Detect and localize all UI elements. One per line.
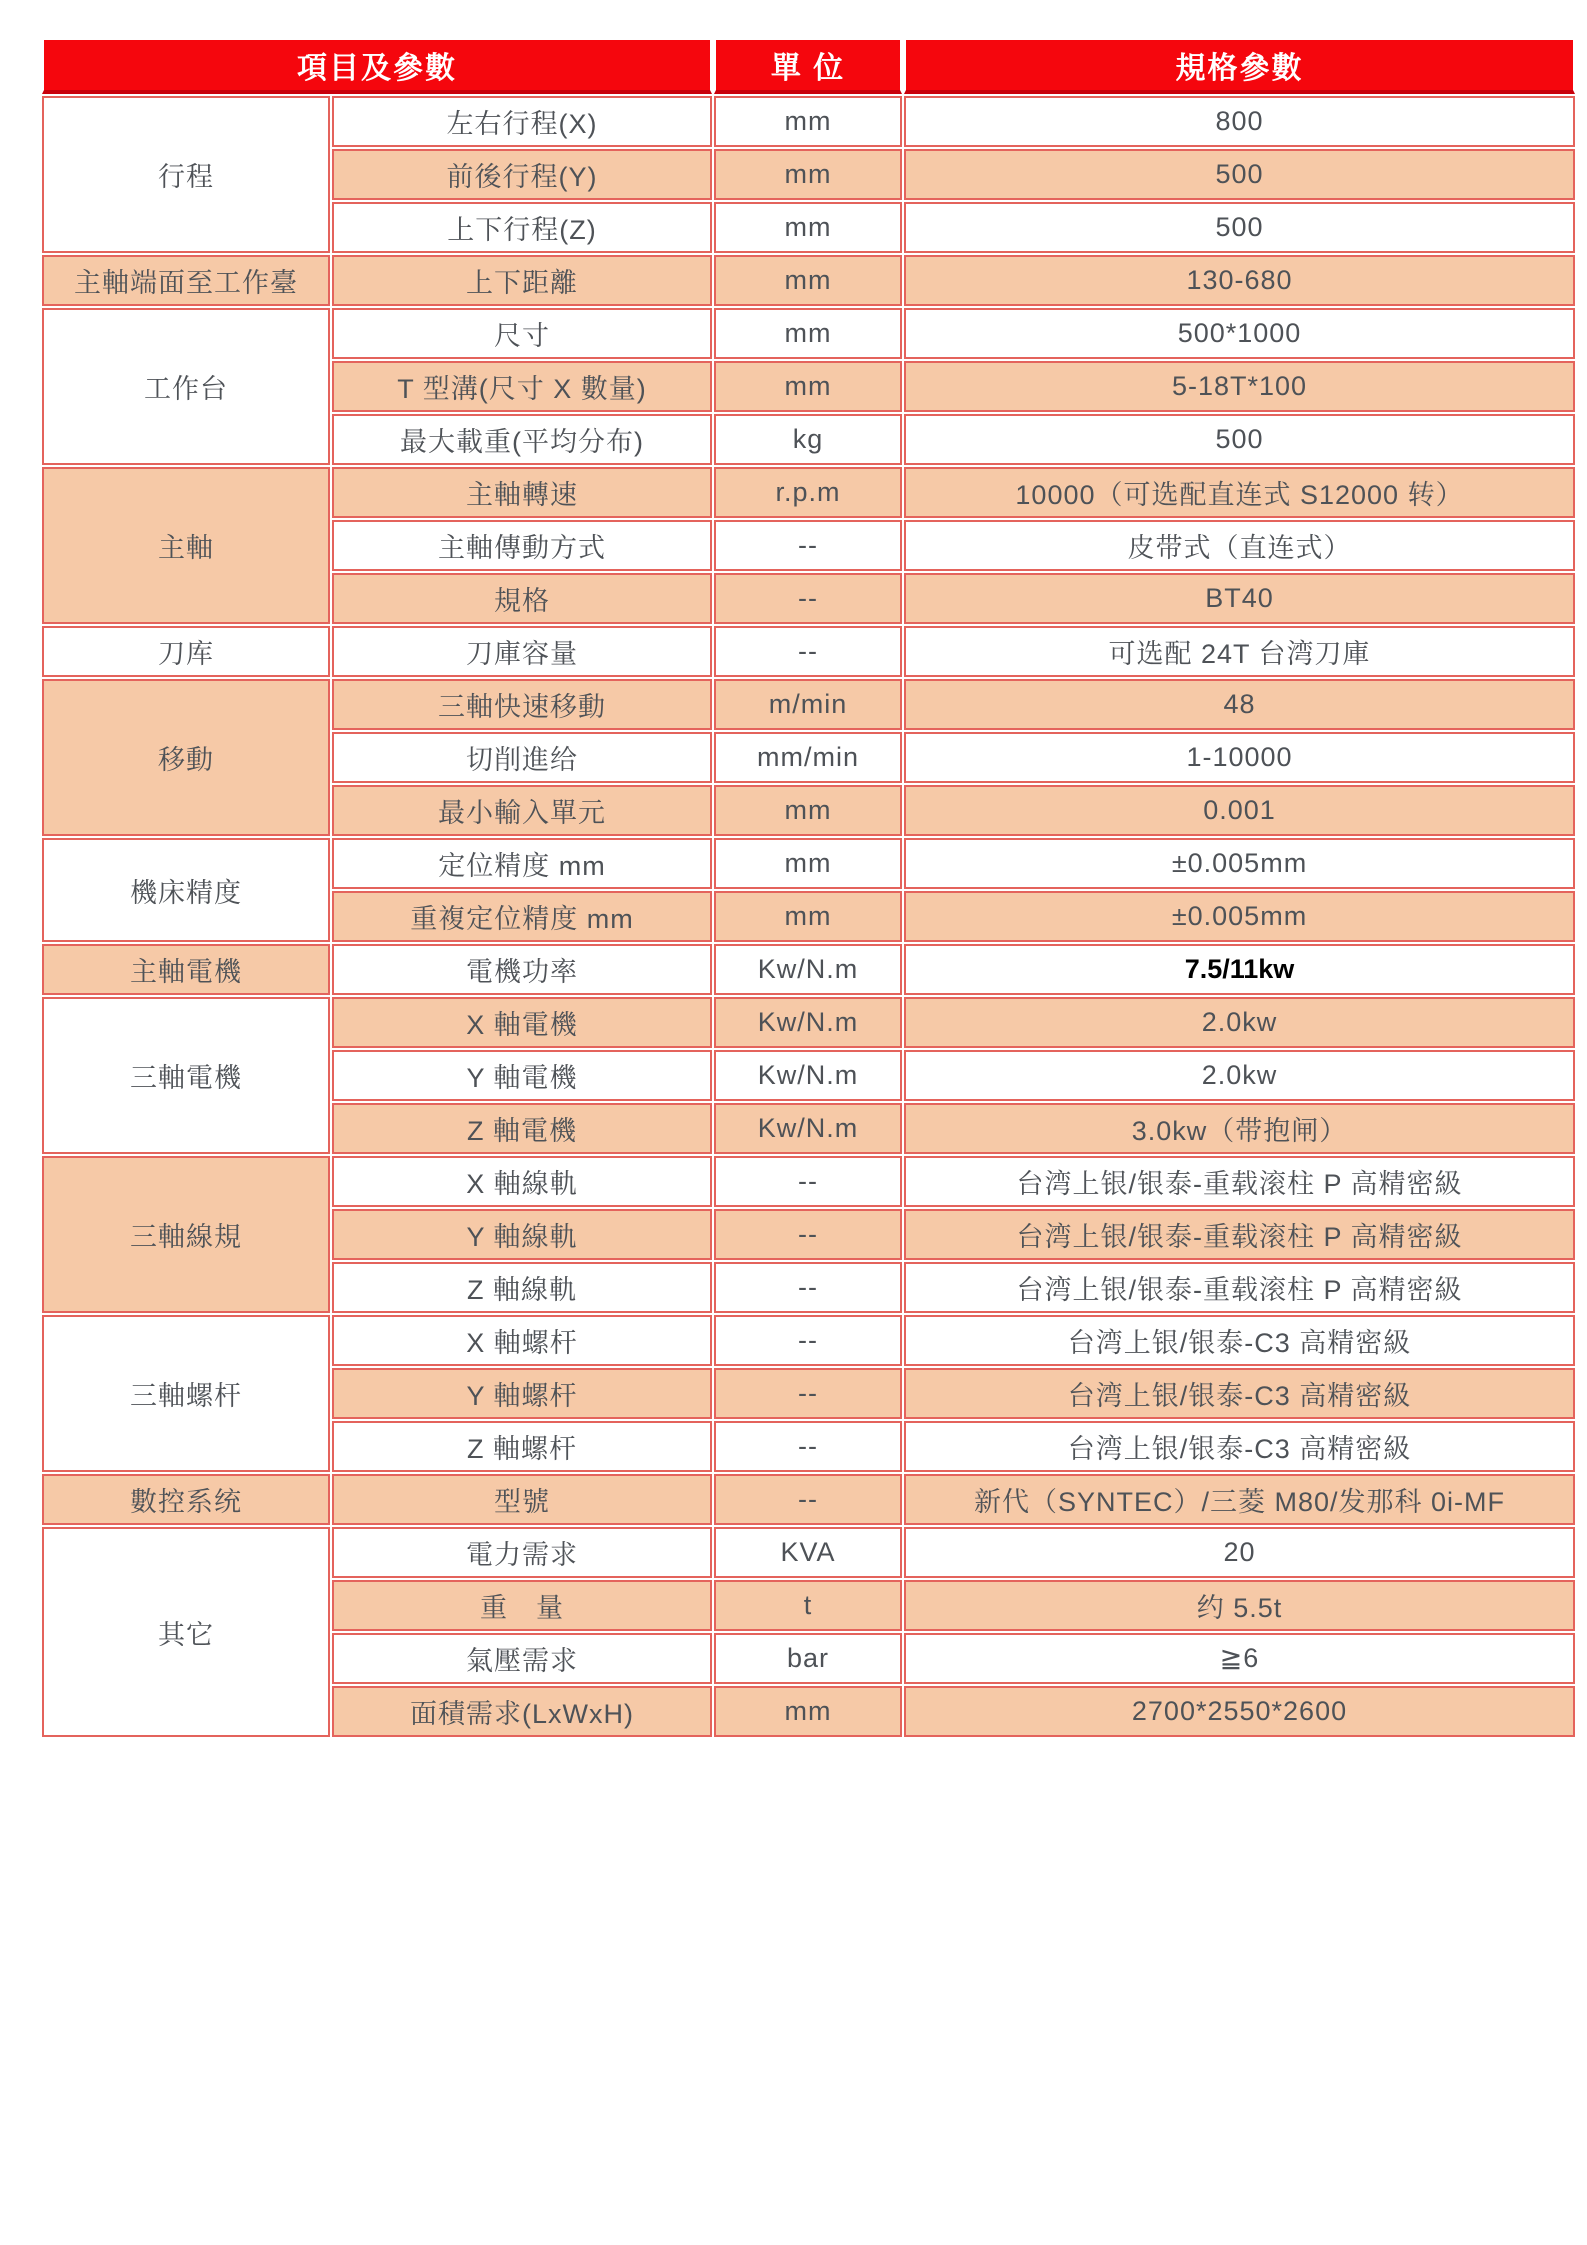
unit-cell: r.p.m <box>714 467 902 518</box>
item-cell: T 型溝(尺寸 X 數量) <box>332 361 712 412</box>
value-cell: 2.0kw <box>904 1050 1575 1101</box>
item-cell: 上下距離 <box>332 255 712 306</box>
value-cell: 台湾上银/银泰-重载滚柱 P 高精密級 <box>904 1156 1575 1207</box>
header-item-params: 項目及參數 <box>42 38 712 94</box>
category-cell: 刀库 <box>42 626 330 677</box>
item-cell: 型號 <box>332 1474 712 1525</box>
table-row <box>42 1474 1575 1525</box>
table-row <box>42 679 1575 730</box>
unit-cell: -- <box>714 1474 902 1525</box>
item-cell: X 軸螺杆 <box>332 1315 712 1366</box>
value-cell: 500 <box>904 414 1575 465</box>
item-cell: 尺寸 <box>332 308 712 359</box>
unit-cell: mm <box>714 308 902 359</box>
value-cell: BT40 <box>904 573 1575 624</box>
item-cell: 規格 <box>332 573 712 624</box>
table-row <box>42 944 1575 995</box>
table-row <box>42 1156 1575 1207</box>
unit-cell: -- <box>714 1315 902 1366</box>
category-cell: 機床精度 <box>42 838 330 942</box>
unit-cell: t <box>714 1580 902 1631</box>
value-cell: 5-18T*100 <box>904 361 1575 412</box>
unit-cell: mm <box>714 838 902 889</box>
value-cell: 台湾上银/银泰-C3 高精密級 <box>904 1368 1575 1419</box>
item-cell: Y 軸線軌 <box>332 1209 712 1260</box>
value-cell: ±0.005mm <box>904 838 1575 889</box>
table-row <box>42 626 1575 677</box>
table-row <box>42 997 1575 1048</box>
item-cell: 最小輸入單元 <box>332 785 712 836</box>
unit-cell: -- <box>714 573 902 624</box>
value-cell: 新代（SYNTEC）/三菱 M80/发那科 0i-MF <box>904 1474 1575 1525</box>
unit-cell: mm <box>714 361 902 412</box>
unit-cell: KVA <box>714 1527 902 1578</box>
unit-cell: Kw/N.m <box>714 1050 902 1101</box>
unit-cell: mm <box>714 149 902 200</box>
value-cell: 台湾上银/银泰-重载滚柱 P 高精密級 <box>904 1209 1575 1260</box>
item-cell: Z 軸電機 <box>332 1103 712 1154</box>
table-row <box>42 838 1575 889</box>
category-cell: 三軸螺杆 <box>42 1315 330 1472</box>
item-cell: Y 軸電機 <box>332 1050 712 1101</box>
table-row <box>42 308 1575 359</box>
value-cell: 500 <box>904 202 1575 253</box>
unit-cell: mm <box>714 202 902 253</box>
value-cell: 48 <box>904 679 1575 730</box>
unit-cell: mm <box>714 891 902 942</box>
value-cell: 约 5.5t <box>904 1580 1575 1631</box>
item-cell: 主軸轉速 <box>332 467 712 518</box>
item-cell: 定位精度 mm <box>332 838 712 889</box>
unit-cell: mm <box>714 96 902 147</box>
category-cell: 主軸端面至工作臺 <box>42 255 330 306</box>
category-cell: 工作台 <box>42 308 330 465</box>
header-unit: 單 位 <box>714 38 902 94</box>
item-cell: 氣壓需求 <box>332 1633 712 1684</box>
item-cell: 重複定位精度 mm <box>332 891 712 942</box>
unit-cell: Kw/N.m <box>714 944 902 995</box>
item-cell: 前後行程(Y) <box>332 149 712 200</box>
category-cell: 主軸 <box>42 467 330 624</box>
item-cell: 三軸快速移動 <box>332 679 712 730</box>
item-cell: 左右行程(X) <box>332 96 712 147</box>
table-row <box>42 1315 1575 1366</box>
category-cell: 移動 <box>42 679 330 836</box>
category-cell: 三軸線規 <box>42 1156 330 1313</box>
unit-cell: -- <box>714 626 902 677</box>
unit-cell: Kw/N.m <box>714 997 902 1048</box>
item-cell: 上下行程(Z) <box>332 202 712 253</box>
unit-cell: mm <box>714 1686 902 1737</box>
unit-cell: m/min <box>714 679 902 730</box>
value-cell: 台湾上银/银泰-C3 高精密級 <box>904 1421 1575 1472</box>
spec-table-body <box>42 96 1575 1737</box>
item-cell: 主軸傳動方式 <box>332 520 712 571</box>
spec-table <box>40 36 1577 1739</box>
item-cell: Z 軸線軌 <box>332 1262 712 1313</box>
unit-cell: -- <box>714 520 902 571</box>
item-cell: Y 軸螺杆 <box>332 1368 712 1419</box>
unit-cell: kg <box>714 414 902 465</box>
item-cell: 電機功率 <box>332 944 712 995</box>
unit-cell: -- <box>714 1421 902 1472</box>
value-cell: 7.5/11kw <box>904 944 1575 995</box>
unit-cell: mm <box>714 255 902 306</box>
value-cell: 130-680 <box>904 255 1575 306</box>
table-row <box>42 1527 1575 1578</box>
item-cell: X 軸線軌 <box>332 1156 712 1207</box>
item-cell: 重 量 <box>332 1580 712 1631</box>
value-cell: 2.0kw <box>904 997 1575 1048</box>
header-spec-params: 規格參數 <box>904 38 1575 94</box>
value-cell: 3.0kw（带抱闸） <box>904 1103 1575 1154</box>
category-cell: 數控系统 <box>42 1474 330 1525</box>
value-cell: 1-10000 <box>904 732 1575 783</box>
value-cell: 2700*2550*2600 <box>904 1686 1575 1737</box>
unit-cell: -- <box>714 1156 902 1207</box>
value-cell: 台湾上银/银泰-重载滚柱 P 高精密級 <box>904 1262 1575 1313</box>
value-cell: 可选配 24T 台湾刀庫 <box>904 626 1575 677</box>
unit-cell: bar <box>714 1633 902 1684</box>
value-cell: 0.001 <box>904 785 1575 836</box>
item-cell: X 軸電機 <box>332 997 712 1048</box>
value-cell: 500*1000 <box>904 308 1575 359</box>
value-cell: ±0.005mm <box>904 891 1575 942</box>
table-row <box>42 255 1575 306</box>
item-cell: 最大載重(平均分布) <box>332 414 712 465</box>
item-cell: 切削進给 <box>332 732 712 783</box>
value-cell: 800 <box>904 96 1575 147</box>
unit-cell: mm/min <box>714 732 902 783</box>
unit-cell: -- <box>714 1209 902 1260</box>
spec-table-container <box>40 36 1577 1739</box>
category-cell: 行程 <box>42 96 330 253</box>
unit-cell: -- <box>714 1368 902 1419</box>
table-row <box>42 96 1575 147</box>
item-cell: Z 軸螺杆 <box>332 1421 712 1472</box>
unit-cell: Kw/N.m <box>714 1103 902 1154</box>
table-row <box>42 467 1575 518</box>
item-cell: 刀庫容量 <box>332 626 712 677</box>
value-cell: 20 <box>904 1527 1575 1578</box>
value-cell: 台湾上银/银泰-C3 高精密級 <box>904 1315 1575 1366</box>
category-cell: 三軸電機 <box>42 997 330 1154</box>
value-cell: ≧6 <box>904 1633 1575 1684</box>
unit-cell: mm <box>714 785 902 836</box>
item-cell: 面積需求(LxWxH) <box>332 1686 712 1737</box>
category-cell: 其它 <box>42 1527 330 1737</box>
value-cell: 皮带式（直连式） <box>904 520 1575 571</box>
category-cell: 主軸電機 <box>42 944 330 995</box>
item-cell: 電力需求 <box>332 1527 712 1578</box>
header-row <box>42 38 1575 94</box>
unit-cell: -- <box>714 1262 902 1313</box>
value-cell: 500 <box>904 149 1575 200</box>
value-cell: 10000（可选配直连式 S12000 转） <box>904 467 1575 518</box>
